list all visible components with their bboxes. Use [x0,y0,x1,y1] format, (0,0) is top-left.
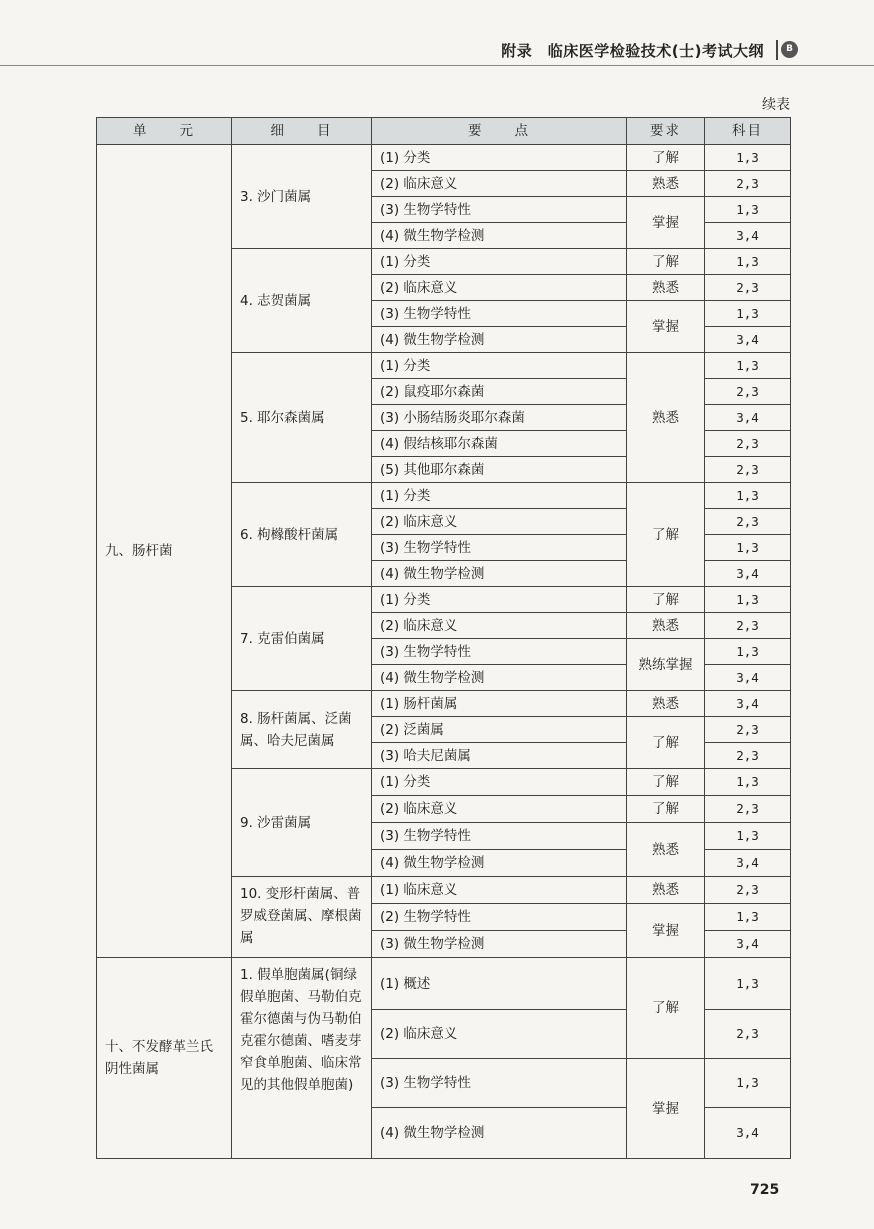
continued-label: 续表 [762,97,790,113]
subject-cell: 3,4 [705,405,791,431]
column-header-unit: 单 元 [97,118,232,145]
subject-cell: 2,3 [705,509,791,535]
point-cell: (1) 分类 [372,769,627,796]
subject-cell: 3,4 [705,850,791,877]
subsection-cell: 4. 志贺菌属 [232,249,372,353]
requirement-cell: 了解 [627,958,705,1059]
requirement-cell: 掌握 [627,904,705,958]
requirement-cell: 熟悉 [627,353,705,483]
subject-cell: 2,3 [705,431,791,457]
subject-cell: 2,3 [705,1010,791,1059]
header-badge-icon: B [781,41,798,58]
subsection-cell: 6. 枸橼酸杆菌属 [232,483,372,587]
point-cell: (2) 临床意义 [372,509,627,535]
subject-cell: 2,3 [705,877,791,904]
point-cell: (1) 分类 [372,145,627,171]
unit-cell: 十、不发酵革兰氏阴性菌属 [97,958,232,1159]
requirement-cell: 熟悉 [627,691,705,717]
subject-cell: 2,3 [705,379,791,405]
point-cell: (1) 肠杆菌属 [372,691,627,717]
point-cell: (2) 临床意义 [372,1010,627,1059]
subject-cell: 1,3 [705,535,791,561]
point-cell: (4) 微生物学检测 [372,850,627,877]
subject-cell: 2,3 [705,613,791,639]
requirement-cell: 熟悉 [627,823,705,877]
requirement-cell: 掌握 [627,1059,705,1159]
requirement-cell: 熟悉 [627,877,705,904]
requirement-cell: 掌握 [627,301,705,353]
point-cell: (3) 生物学特性 [372,535,627,561]
subject-cell: 3,4 [705,1108,791,1159]
unit-cell: 九、肠杆菌 [97,145,232,958]
subject-cell: 1,3 [705,145,791,171]
requirement-cell: 了解 [627,717,705,769]
point-cell: (3) 微生物学检测 [372,931,627,958]
requirement-cell: 熟练掌握 [627,639,705,691]
point-cell: (4) 微生物学检测 [372,1108,627,1159]
point-cell: (4) 微生物学检测 [372,327,627,353]
point-cell: (3) 生物学特性 [372,639,627,665]
point-cell: (3) 生物学特性 [372,301,627,327]
column-header-points: 要 点 [372,118,627,145]
requirement-cell: 熟悉 [627,613,705,639]
subject-cell: 3,4 [705,665,791,691]
page-header [0,0,874,66]
point-cell: (4) 微生物学检测 [372,561,627,587]
subject-cell: 1,3 [705,1059,791,1108]
point-cell: (1) 临床意义 [372,877,627,904]
point-cell: (3) 小肠结肠炎耶尔森菌 [372,405,627,431]
point-cell: (2) 临床意义 [372,275,627,301]
point-cell: (2) 泛菌属 [372,717,627,743]
subject-cell: 3,4 [705,327,791,353]
requirement-cell: 了解 [627,796,705,823]
requirement-cell: 熟悉 [627,275,705,301]
subject-cell: 2,3 [705,275,791,301]
subject-cell: 1,3 [705,301,791,327]
table-header-row [97,118,791,145]
table-row [97,145,791,171]
subsection-cell: 1. 假单胞菌属(铜绿假单胞菌、马勒伯克霍尔德菌与伪马勒伯克霍尔德菌、嗜麦芽窄食单胞菌、临床常见的其他假单胞菌) [232,958,372,1159]
subject-cell: 1,3 [705,249,791,275]
subject-cell: 1,3 [705,353,791,379]
subsection-cell: 10. 变形杆菌属、普罗威登菌属、摩根菌属 [232,877,372,958]
subject-cell: 1,3 [705,769,791,796]
column-header-subsection: 细 目 [232,118,372,145]
subject-cell: 1,3 [705,639,791,665]
subject-cell: 1,3 [705,483,791,509]
point-cell: (1) 分类 [372,353,627,379]
subsection-cell: 9. 沙雷菌属 [232,769,372,877]
point-cell: (1) 分类 [372,483,627,509]
subsection-cell: 3. 沙门菌属 [232,145,372,249]
point-cell: (3) 生物学特性 [372,1059,627,1108]
subject-cell: 1,3 [705,823,791,850]
subsection-cell: 5. 耶尔森菌属 [232,353,372,483]
point-cell: (2) 临床意义 [372,796,627,823]
header-title: 附录 临床医学检验技术(士)考试大纲 [501,42,764,60]
point-cell: (4) 微生物学检测 [372,665,627,691]
subsection-cell: 7. 克雷伯菌属 [232,587,372,691]
point-cell: (4) 假结核耶尔森菌 [372,431,627,457]
subject-cell: 3,4 [705,691,791,717]
point-cell: (5) 其他耶尔森菌 [372,457,627,483]
column-header-subject: 科目 [705,118,791,145]
requirement-cell: 掌握 [627,197,705,249]
point-cell: (3) 生物学特性 [372,197,627,223]
subject-cell: 2,3 [705,171,791,197]
subject-cell: 1,3 [705,958,791,1010]
page-number: 725 [750,1182,780,1198]
point-cell: (1) 分类 [372,249,627,275]
point-cell: (1) 分类 [372,587,627,613]
subject-cell: 1,3 [705,587,791,613]
point-cell: (4) 微生物学检测 [372,223,627,249]
requirement-cell: 了解 [627,145,705,171]
point-cell: (2) 鼠疫耶尔森菌 [372,379,627,405]
requirement-cell: 了解 [627,483,705,587]
requirement-cell: 熟悉 [627,171,705,197]
subject-cell: 3,4 [705,931,791,958]
column-header-requirement: 要求 [627,118,705,145]
requirement-cell: 了解 [627,769,705,796]
subject-cell: 3,4 [705,223,791,249]
point-cell: (1) 概述 [372,958,627,1010]
table-row [97,958,791,1010]
subject-cell: 2,3 [705,743,791,769]
point-cell: (2) 临床意义 [372,613,627,639]
header-rule [0,65,874,66]
subject-cell: 2,3 [705,796,791,823]
subject-cell: 1,3 [705,197,791,223]
requirement-cell: 了解 [627,587,705,613]
subsection-cell: 8. 肠杆菌属、泛菌属、哈夫尼菌属 [232,691,372,769]
point-cell: (3) 哈夫尼菌属 [372,743,627,769]
requirement-cell: 了解 [627,249,705,275]
point-cell: (2) 生物学特性 [372,904,627,931]
subject-cell: 1,3 [705,904,791,931]
point-cell: (2) 临床意义 [372,171,627,197]
point-cell: (3) 生物学特性 [372,823,627,850]
syllabus-table [96,117,791,1159]
subject-cell: 3,4 [705,561,791,587]
header-separator [776,40,778,60]
subject-cell: 2,3 [705,457,791,483]
subject-cell: 2,3 [705,717,791,743]
